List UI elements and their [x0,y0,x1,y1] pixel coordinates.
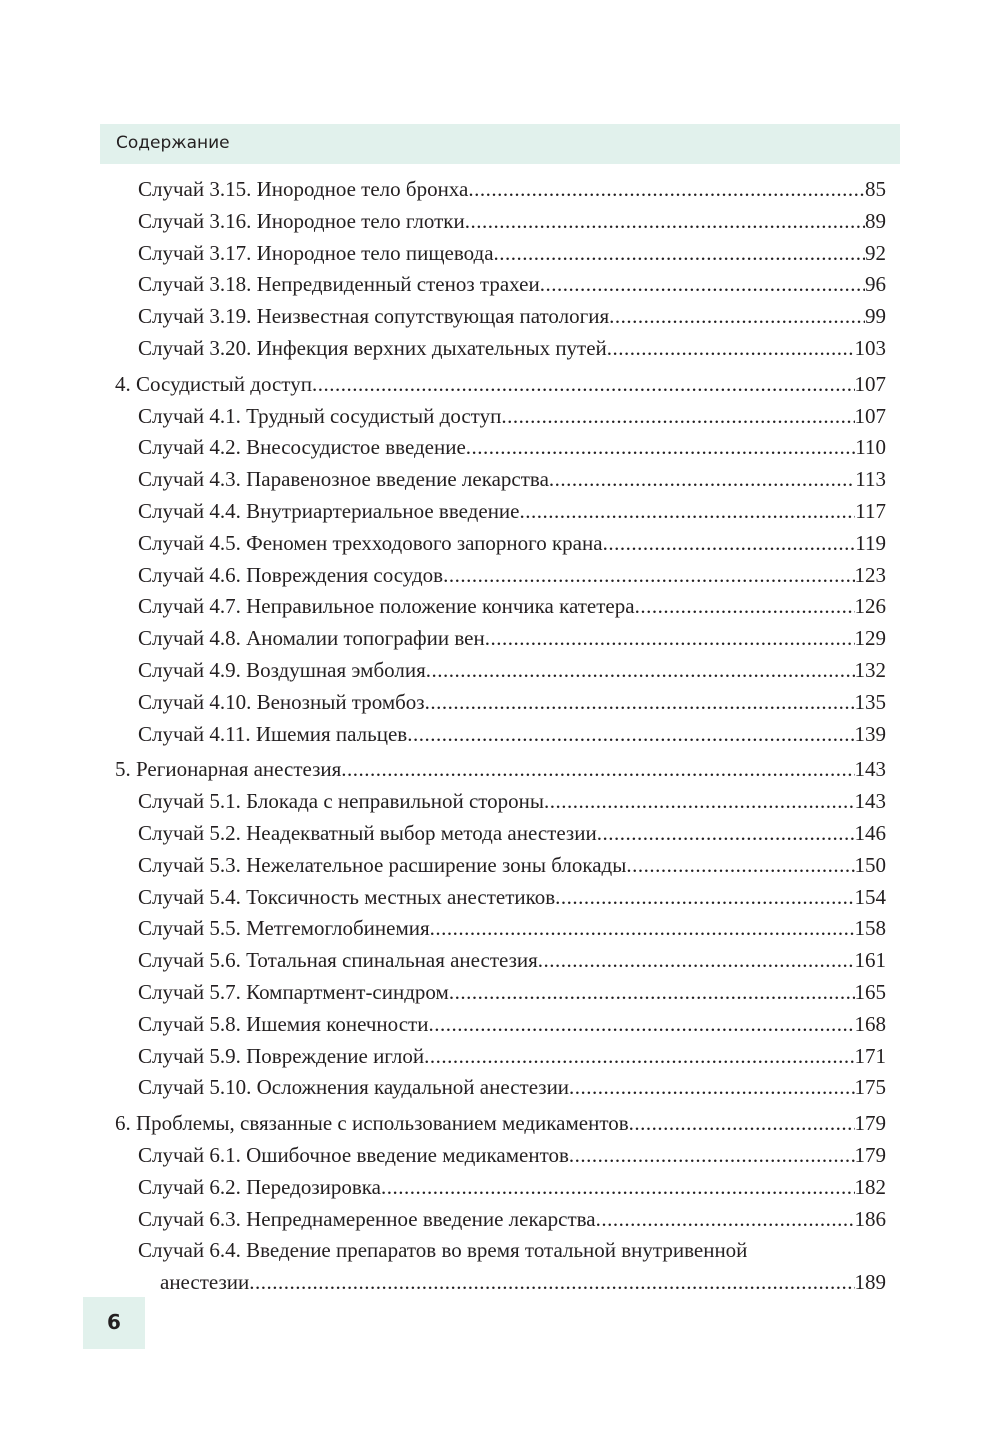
toc-entry[interactable] [115,333,886,365]
dot-leader [635,591,855,623]
page-number: 6 [107,1310,121,1334]
toc-entry-title: Случай 5.6. Тотальная спинальная анестезия [138,948,538,973]
toc-entry-page: 85 [865,177,886,201]
toc-entry-page: 179 [854,1111,886,1136]
toc-group [115,174,886,365]
dot-leader [468,174,865,206]
toc-entry-title: Случай 3.19. Неизвестная сопутствующая патология [138,304,610,329]
toc-entry-page: 150 [854,852,886,877]
toc-entry[interactable] [115,1235,886,1267]
toc-entry[interactable] [115,818,886,850]
toc-entry-title: Случай 6.3. Непреднамеренное введение лекарства [138,1206,596,1231]
toc-group [115,754,886,1104]
toc-entry[interactable] [115,1172,886,1204]
toc-entry-page: 110 [855,435,886,460]
toc-entry[interactable] [115,401,886,433]
toc-entry-page: 146 [854,820,886,845]
toc-section[interactable] [115,369,886,401]
toc-entry-page: 107 [854,371,886,396]
toc-entry-title: Случай 6.4. Введение препаратов во время тотальной внутривенной [138,1238,748,1263]
toc-entry-page: 158 [854,916,886,941]
toc-entry[interactable] [115,882,886,914]
toc-entry[interactable] [115,496,886,528]
toc-entry-page: 119 [855,530,886,555]
toc-entry-page: 123 [854,562,886,587]
toc-entry-page: 129 [854,626,886,651]
toc-entry-page: 179 [854,1142,886,1167]
toc-entry-page: 89 [865,208,886,233]
toc-entry-title: Случай 4.10. Венозный тромбоз [138,689,425,714]
toc-entry-title: Случай 6.1. Ошибочное введение медикаментов [138,1142,569,1167]
dot-leader [466,432,855,464]
dot-leader [569,1140,855,1172]
dot-leader [428,1009,854,1041]
toc-entry-page: 186 [854,1206,886,1231]
toc-entry-title: Случай 5.10. Осложнения каудальной анестезии [138,1075,570,1100]
toc-entry-title: Случай 3.16. Инородное тело глотки [138,208,465,233]
toc-entry[interactable] [115,591,886,623]
toc-entry-page: 113 [855,467,886,492]
toc-entry-title: Случай 4.5. Феномен трехходового запорного крана [138,530,603,555]
toc-entry-title: Случай 5.8. Ишемия конечности [138,1011,429,1036]
table-of-contents [115,174,886,1303]
toc-entry-title: 6. Проблемы, связанные с использованием медикаментов [115,1111,629,1136]
toc-entry[interactable] [115,301,886,333]
toc-entry-title: Случай 3.17. Инородное тело пищевода [138,240,494,265]
dot-leader [603,528,856,560]
toc-entry-page: 117 [855,498,886,523]
dot-leader [501,401,854,433]
toc-entry[interactable] [115,945,886,977]
dot-leader [629,1108,855,1140]
toc-entry-page: 107 [854,403,886,428]
toc-entry[interactable] [115,850,886,882]
toc-entry-title: Случай 4.2. Внесосудистое введение [138,435,466,460]
toc-entry-title: Случай 4.7. Неправильное положение кончика катетера [138,594,635,619]
toc-entry-title: анестезии [160,1270,250,1295]
toc-entry-title: Случай 5.5. Метгемоглобинемия [138,916,430,941]
toc-entry[interactable] [115,913,886,945]
toc-entry-title: Случай 6.2. Передозировка [138,1174,381,1199]
toc-entry-title: Случай 4.4. Внутриартериальное введение [138,498,520,523]
running-header [100,124,900,164]
toc-entry[interactable] [115,1041,886,1073]
toc-entry-page: 135 [854,689,886,714]
toc-entry[interactable] [115,269,886,301]
toc-entry[interactable] [115,238,886,270]
toc-entry[interactable] [115,1204,886,1236]
running-header-title: Содержание [116,133,230,153]
toc-entry[interactable] [115,206,886,238]
toc-entry-page: 168 [854,1011,886,1036]
toc-entry-title: Случай 4.3. Паравенозное введение лекарства [138,467,549,492]
toc-entry-title: Случай 4.8. Аномалии топографии вен [138,626,485,651]
toc-entry[interactable] [115,174,886,206]
dot-leader [569,1072,854,1104]
toc-entry[interactable] [115,432,886,464]
toc-entry[interactable] [115,1009,886,1041]
dot-leader [626,850,854,882]
toc-entry-continuation[interactable] [115,1267,886,1299]
toc-entry[interactable] [115,528,886,560]
toc-entry-page: 165 [854,979,886,1004]
toc-entry-page: 189 [854,1270,886,1295]
dot-leader [597,818,855,850]
dot-leader [430,913,855,945]
dot-leader [407,719,854,751]
toc-entry-page: 171 [854,1043,886,1068]
dot-leader [249,1267,854,1299]
dot-leader [341,754,854,786]
toc-entry[interactable] [115,560,886,592]
toc-group [115,1108,886,1299]
page-number-box [83,1297,145,1349]
dot-leader [544,786,854,818]
dot-leader [426,655,855,687]
toc-entry-page: 161 [854,948,886,973]
toc-entry[interactable] [115,1072,886,1104]
dot-leader [312,369,855,401]
dot-leader [443,560,854,592]
toc-entry-page: 154 [854,884,886,909]
dot-leader [555,882,854,914]
dot-leader [465,206,865,238]
toc-entry-title: Случай 3.18. Непредвиденный стеноз трахеи [138,272,540,297]
toc-entry-title: Случай 5.9. Повреждение иглой [138,1043,425,1068]
dot-leader [449,977,855,1009]
toc-entry[interactable] [115,1140,886,1172]
toc-entry-page: 182 [854,1174,886,1199]
dot-leader [596,1204,855,1236]
dot-leader [607,333,855,365]
dot-leader [424,1041,854,1073]
dot-leader [485,623,855,655]
toc-entry-title: Случай 5.2. Неадекватный выбор метода анестезии [138,820,597,845]
toc-entry-page: 126 [854,594,886,619]
toc-entry[interactable] [115,655,886,687]
toc-entry-title: Случай 4.11. Ишемия пальцев [138,721,408,746]
toc-entry-title: Случай 5.4. Токсичность местных анестетиков [138,884,556,909]
toc-entry-title: Случай 4.6. Повреждения сосудов [138,562,444,587]
dot-leader [381,1172,855,1204]
toc-entry-page: 96 [865,272,886,297]
toc-entry-title: Случай 4.9. Воздушная эмболия [138,657,426,682]
toc-entry[interactable] [115,623,886,655]
dot-leader [540,269,865,301]
toc-entry[interactable] [115,687,886,719]
dot-leader [494,238,865,270]
toc-entry-page: 103 [854,335,886,360]
toc-entry-title: Случай 3.15. Инородное тело бронха [138,177,469,201]
toc-entry-title: 5. Регионарная анестезия [115,757,342,782]
toc-entry-page: 143 [854,789,886,814]
dot-leader [425,687,855,719]
toc-entry-page: 143 [854,757,886,782]
toc-entry-page: 175 [854,1075,886,1100]
toc-entry-page: 92 [865,240,886,265]
toc-section[interactable] [115,754,886,786]
toc-section[interactable] [115,1108,886,1140]
toc-entry-title: Случай 3.20. Инфекция верхних дыхательных путей [138,335,607,360]
toc-entry-title: 4. Сосудистый доступ [115,371,312,396]
toc-entry[interactable] [115,977,886,1009]
toc-entry[interactable] [115,786,886,818]
toc-entry-title: Случай 5.3. Нежелательное расширение зоны блокады [138,852,627,877]
toc-entry-page: 99 [865,304,886,329]
toc-entry-title: Случай 4.1. Трудный сосудистый доступ [138,403,502,428]
toc-entry-title: Случай 5.1. Блокада с неправильной стороны [138,789,545,814]
dot-leader [520,496,856,528]
toc-entry-page: 132 [854,657,886,682]
dot-leader [609,301,865,333]
toc-entry[interactable] [115,719,886,751]
toc-entry-page: 139 [854,721,886,746]
toc-entry-title: Случай 5.7. Компартмент-синдром [138,979,449,1004]
toc-entry[interactable] [115,464,886,496]
dot-leader [549,464,855,496]
toc-group [115,369,886,751]
dot-leader [538,945,855,977]
